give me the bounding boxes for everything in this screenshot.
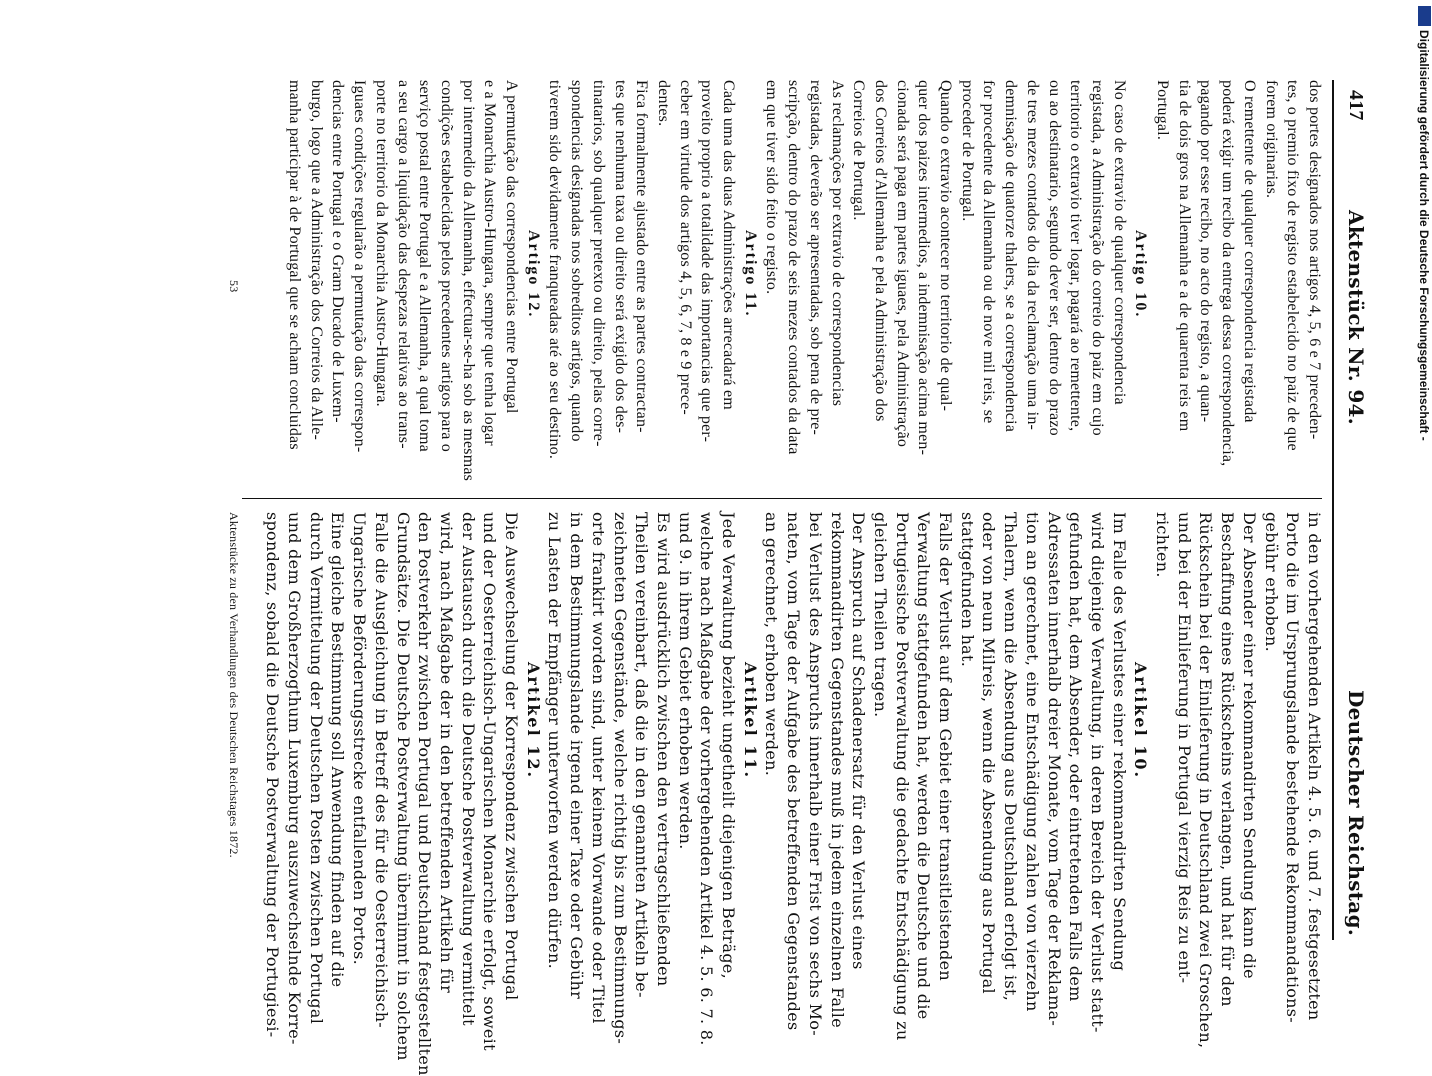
text-line: for procedente da Allemanha ou de nove mil reis, se (980, 80, 998, 424)
text-line: Cada uma das duas Administrações arrecadará em (720, 80, 738, 410)
text-line: Porto die im Ursprungslande bestehende Rekommandations- (1283, 512, 1303, 1023)
text-line: Die Auswechselung der Korrespondenz zwischen Portugal (502, 512, 522, 1001)
text-line: oder von neun Milreis, wenn die Absendung aus Portugal (979, 512, 999, 994)
text-line: in dem Bestimmungslande irgend einer Taxe oder Gebühr (567, 512, 587, 1000)
text-line: territorio o extravio tiver logar, pagará ao remettente, (1067, 80, 1085, 432)
section-heading: Artigo 10. (1132, 230, 1150, 319)
text-line: As reclamações por extravio de correspondencias (828, 80, 846, 407)
text-line: scripção, dentro do prazo de seis mezes contados da data (785, 80, 803, 455)
footer-note: Aktenstücke zu den Verhandlungen des Deutschen Reichstages 1872. (227, 512, 241, 858)
text-line: Grundsätze. Die Deutsche Postverwaltung übernimmt in solchem (393, 512, 413, 1061)
text-line: poderá exigir um recibo da entrega dessa correspondencia, (1219, 80, 1237, 467)
text-line: porte no territorio da Monarchia Austro-Hungara. (372, 80, 390, 407)
text-line: wird, nach Maßgabe der in den betreffenden Artikeln für (437, 512, 456, 994)
text-line: em que tiver sido feito o registo. (763, 80, 781, 295)
section-heading: Artigo 12. (524, 230, 542, 319)
text-line: ceber em virtude dos artigos 4, 5, 6, 7, 8 e 9 prece- (676, 80, 694, 415)
text-line: proveito proprio a totalidade das importancias que per- (698, 80, 716, 443)
text-line: cionada será paga em partes iguaes, pela Administração (893, 80, 911, 448)
text-line: pagando por esse recibo, no acto do registo, a quan- (1197, 80, 1215, 423)
text-line: O remettente de qualquer correspondencia registada (1240, 80, 1258, 423)
text-line: Fica formalmente ajustado entre as partes contractan- (633, 80, 651, 433)
text-line: Ungarische Beförderungsstrecke entfallenden Portos. (350, 512, 370, 966)
text-line: e a Monarchia Austro-Hungara, sempre que tenha logar (481, 80, 499, 446)
text-line: forem originarias. (1262, 80, 1280, 199)
text-line: Falls der Verlust auf dem Gebiet einer transitleistenden (936, 512, 956, 982)
text-line: a seu cargo a liquidação das despezas relativas ao trans- (394, 80, 412, 449)
text-line: und dem Großherzogthum Luxemburg auszuwechselnde Korre- (285, 512, 305, 1045)
section-heading: Artikel 11. (740, 662, 760, 780)
page-header-center-title: Aktenstück Nr. 94. (1344, 210, 1368, 426)
text-line: Eine gleiche Bestimmung soll Anwendung finden auf die (328, 512, 348, 988)
text-line: No caso de extravio de qualquer correspondencia (1110, 80, 1128, 405)
text-line: por intermedio da Allemanha, effectuar-se-ha sob as mesmas (459, 80, 477, 482)
text-line: burgo, logo que a Administração dos Correios da Alle- (307, 80, 325, 441)
text-line: Quando o extravio acontecer no territorio de qual- (937, 80, 955, 412)
text-line: wird diejenige Verwaltung, in deren Bereich der Verlust statt- (1088, 512, 1107, 1033)
section-heading: Artikel 10. (1131, 662, 1151, 780)
text-line: an gerechnet, erhoben werden. (762, 512, 782, 777)
text-line: Thalern, wenn die Absendung aus Deutschland erfolgt ist, (1001, 512, 1021, 1002)
text-line: den Postverkehr zwischen Portugal und Deutschland festgestellten (415, 512, 435, 1076)
credit-text: Digitalisierung gefördert durch die Deutsche Forschungsgemeinschaft - (1417, 30, 1431, 441)
text-line: Adressaten innerhalb dreier Monate, vom Tage der Reklama- (1044, 512, 1064, 1027)
text-line: registada, a Administração do correio do paiz em cujo (1089, 80, 1106, 436)
text-line: dos portes designados nos artigos 4, 5, 6 e 7 preceden- (1306, 80, 1323, 440)
text-line: Correios de Portugal. (850, 80, 868, 221)
text-line: Jede Verwaltung bezieht ungetheilt diejenigen Beträge, (719, 512, 739, 980)
text-line: und 9. in ihrem Gebiet erhoben werden. (675, 512, 695, 850)
text-line: richten. (1153, 512, 1173, 578)
text-line: in den vorhergehenden Artikeln 4. 5. 6. und 7. festgesetzten (1305, 512, 1324, 1021)
text-line: de tres mezes contados do dia da reclamação uma in- (1023, 80, 1041, 431)
text-line: manha participar à de Portugal que se acham concluidas (286, 80, 304, 450)
section-heading: Artikel 12. (523, 662, 543, 780)
text-line: tia de dois gros na Allemanha e a de quarenta reis em (1175, 80, 1193, 432)
text-line: durch Vermittelung der Deutschen Posten zwischen Portugal (306, 512, 326, 1025)
text-line: welche nach Maßgabe der vorhergehenden Artikel 4. 5. 6. 7. 8. (697, 512, 717, 1046)
text-line: gebühr erhoben. (1261, 512, 1281, 652)
text-line: proceder de Portugal. (958, 80, 976, 222)
text-line: serviço postal entre Portugal e a Allemanha, a qual toma (416, 80, 434, 452)
text-line: zu Lasten der Empfänger unterworfen werden dürfen. (545, 512, 565, 970)
page-number: 417 (1345, 90, 1367, 121)
text-line: Rückschein bei der Einlieferung in Deutschland zwei Groschen, (1196, 512, 1216, 1049)
text-line: stattgefunden hat. (957, 512, 977, 668)
text-line: Der Anspruch auf Schadenersatz für den Verlust eines (849, 512, 869, 970)
text-line: tion an gerechnet, eine Entschädigung zahlen von vierzehn (1022, 512, 1042, 1012)
text-line: registadas, deverão ser apresentadas, sob pena de pre- (806, 80, 824, 436)
page-header-left-title: Deutscher Reichstag. (1344, 690, 1368, 937)
dfg-logo-icon (1418, 6, 1431, 26)
text-line: tes que nenhuma taxa ou direito será exigido dos des- (611, 80, 629, 434)
text-line: Es wird ausdrücklich zwischen den vertragschließenden (654, 512, 673, 987)
text-line: Verwaltung stattgefunden hat, werden die Deutsche und die (914, 512, 934, 1020)
text-line: Beschaffung eines Rückscheins verlangen, und hat für den (1218, 512, 1238, 1007)
text-line: naten, vom Tage der Aufgabe des betreffenden Gegenstandes (784, 512, 804, 1031)
text-line: spondenz, sobald die Deutsche Postverwaltung der Portugiesi- (263, 512, 283, 1038)
text-line: Portugiesische Postverwaltung die gedachte Entschädigung zu (892, 512, 912, 1041)
text-line: tinatarios, sob qualquer pretexto ou direito, pelas corre- (589, 80, 607, 447)
text-line: gleichen Theilen tragen. (871, 512, 890, 718)
text-line: quer dos paizes intermedios, a indemnisação acima men- (915, 80, 933, 456)
text-line: demnisação de quatorze thalers, se a correspondencia (1002, 80, 1020, 433)
text-line: Im Falle des Verlustes einer rekommandirten Sendung (1109, 512, 1129, 972)
text-line: dencias entre Portugal e o Gram Ducado de Luxem- (329, 80, 347, 423)
header-rule (1332, 80, 1334, 940)
section-heading: Artigo 11. (741, 230, 759, 318)
text-line: tes, o premio fixo de registo estabelecido no paiz de que (1284, 80, 1302, 451)
text-line: tiverem sido devidamente franqueadas até ao seu destino. (546, 80, 564, 460)
text-line: orte frankirt worden sind, unter keinem Vorwande oder Titel (588, 512, 608, 1024)
text-line: Iguaes condições regularão a permutação das correspon- (351, 80, 369, 453)
text-line: Theilen vereinbart, daß die in den genannten Artikeln be- (632, 512, 652, 998)
text-line: Portugal. (1154, 80, 1172, 141)
text-line: zeichneten Gegenstände, welche richtig bis zum Bestimmungs- (610, 512, 630, 1045)
text-line: Der Absender einer rekommandirten Sendung kann die (1239, 512, 1259, 979)
text-line: der Austausch durch die Deutsche Postverwaltung vermittelt (458, 512, 478, 1026)
text-line: und der Oesterreichisch-Ungarischen Monarchie erfolgt, soweit (480, 512, 500, 1051)
text-line: Falle die Ausgleichung in Betreff des für die Oesterreichisch- (371, 512, 391, 1029)
text-line: gefunden hat, dem Absender, oder eintretenden Falls dem (1066, 512, 1086, 1002)
text-line: spondencias designadas nos sobreditos artigos, quando (568, 80, 586, 442)
text-line: bei Verlust des Anspruchs innerhalb einer Frist von sechs Mo- (805, 512, 825, 1036)
dfg-badge (1418, 6, 1431, 26)
text-line: rekommandirten Gegenstandes muß in jedem einzelnen Falle (827, 512, 847, 1028)
text-line: dos Correios d'Allemanha e pela Administração dos (872, 80, 889, 422)
column-divider (242, 498, 1322, 499)
text-line: und bei der Einlieferung in Portugal vierzig Reis zu ent- (1174, 512, 1194, 984)
text-line: ou ao destinatario, segundo dever ser, dentro do prazo (1045, 80, 1063, 436)
text-line: A permutação das correspondencias entre Portugal (503, 80, 521, 414)
text-line: condições estabelecidas pelos precedentes artigos para o (438, 80, 455, 452)
text-line: dentes. (655, 80, 672, 127)
signature-mark: 53 (227, 280, 241, 293)
